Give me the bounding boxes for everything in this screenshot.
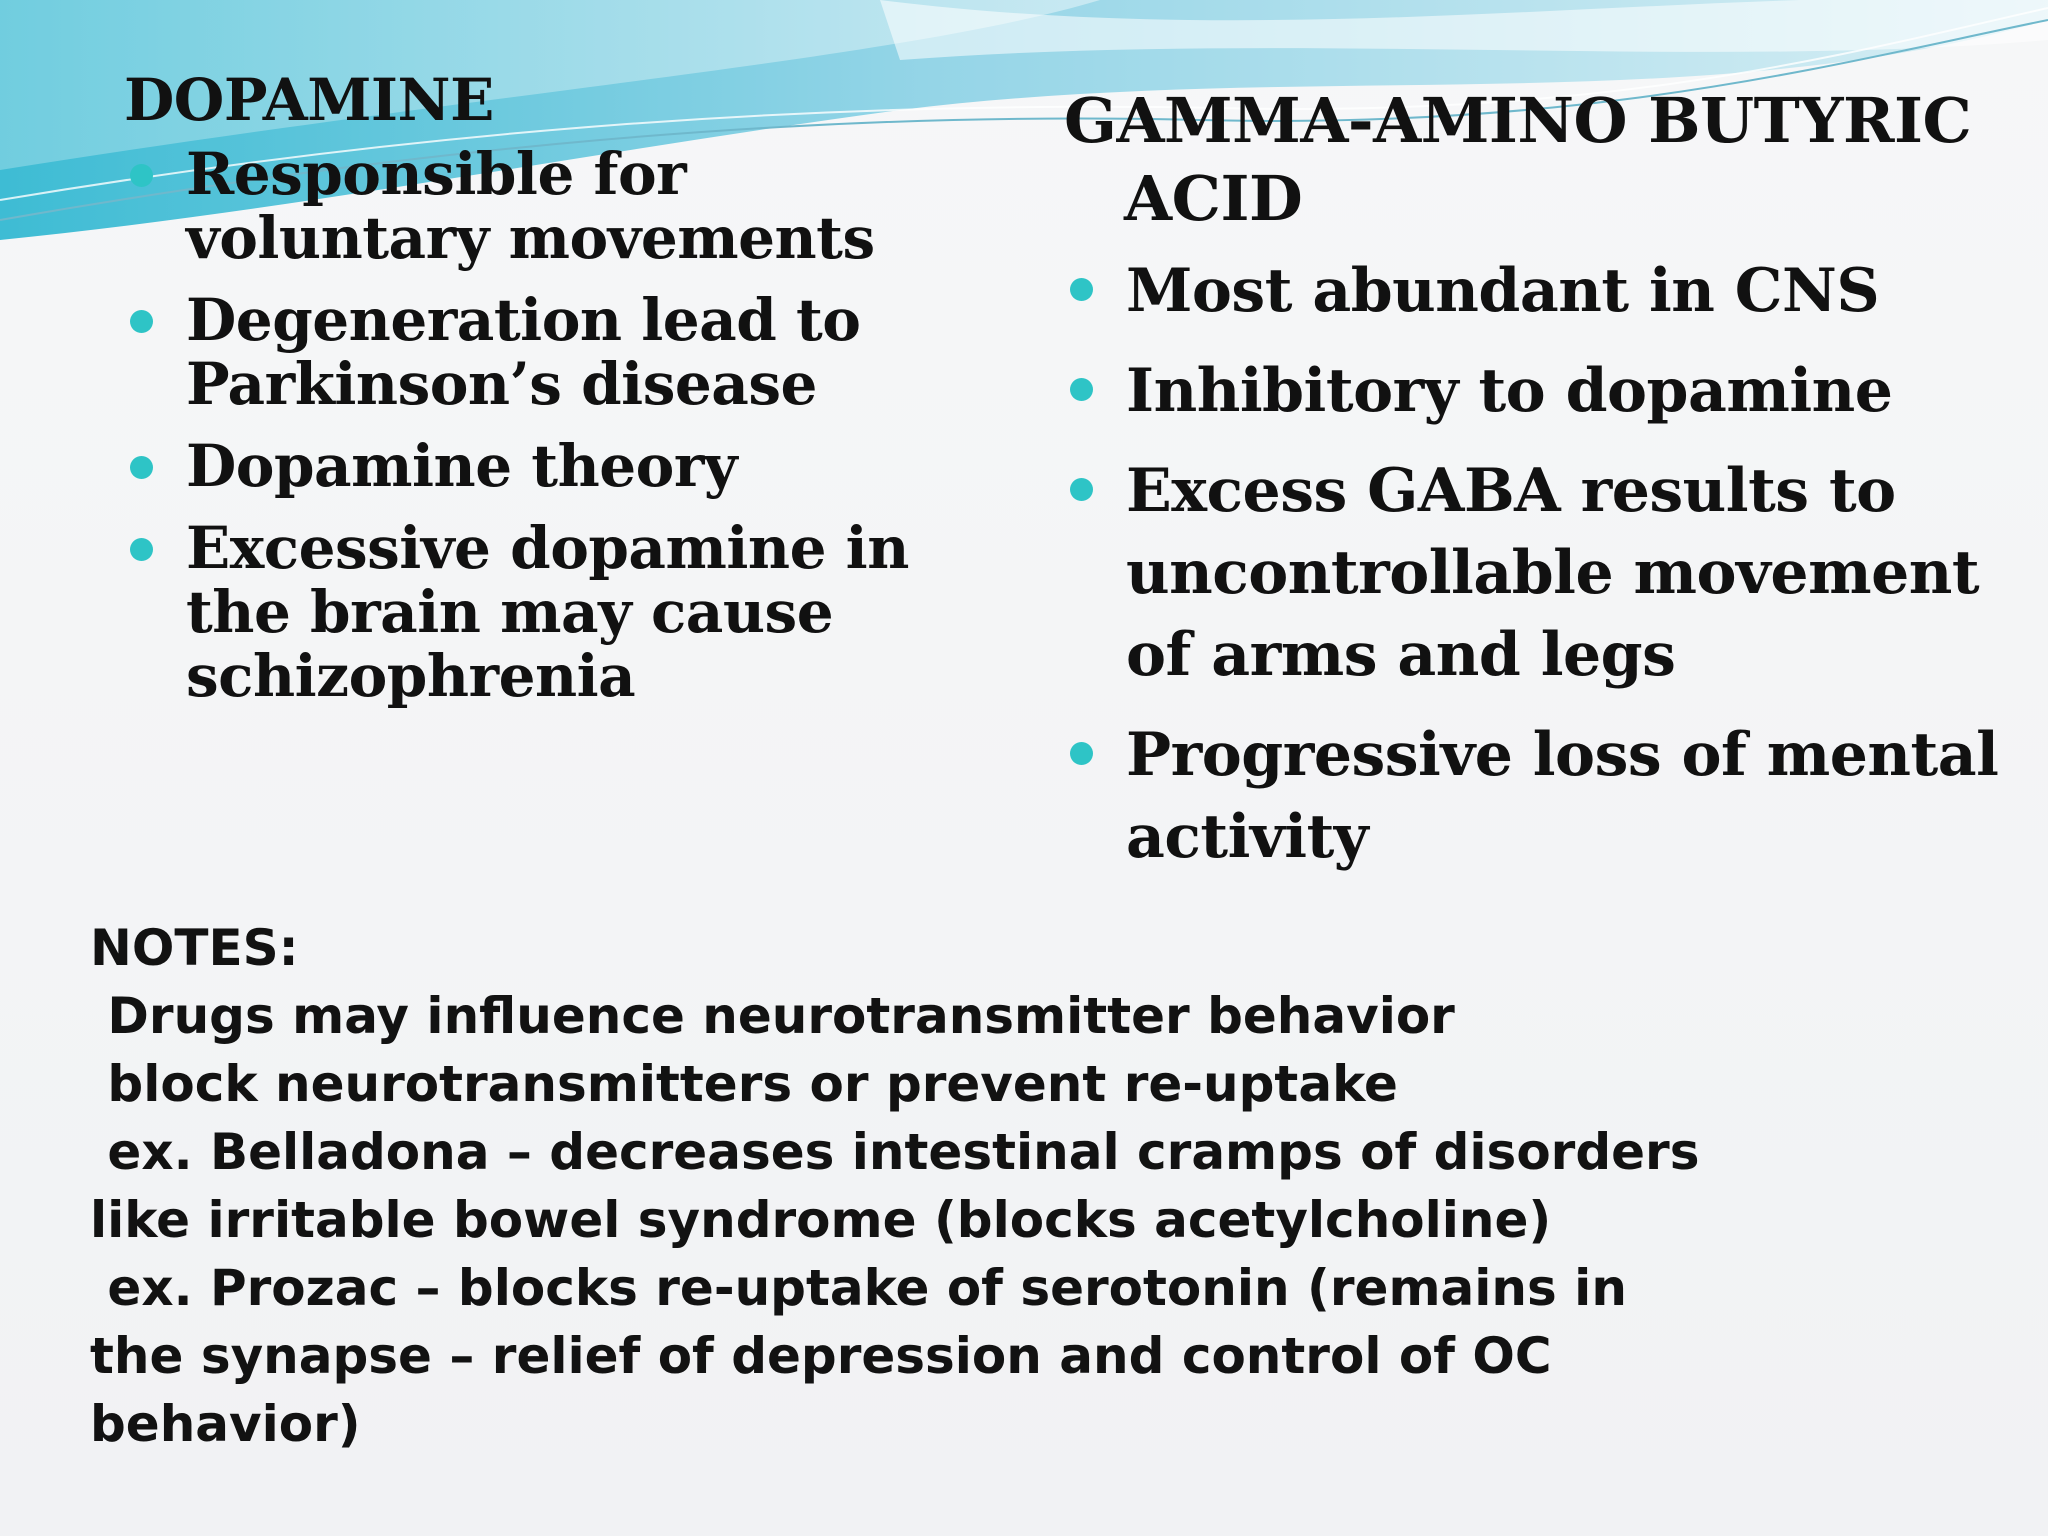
notes-line: behavior) [90, 1395, 361, 1453]
bullet-dot-icon [130, 164, 153, 187]
bullet-dot-icon [1070, 278, 1093, 301]
bullet-item [124, 288, 944, 416]
bullet-text: Excess GABA results to uncontrollable movement of arms and legs [1126, 456, 1980, 690]
notes-title: NOTES: [90, 919, 299, 977]
bullet-text: Progressive loss of mental activity [1126, 720, 1999, 872]
bullet-dot-icon [130, 538, 153, 561]
bullet-item [1064, 714, 2004, 878]
bullet-dot-icon [130, 310, 153, 333]
bullet-dot-icon [1070, 478, 1093, 501]
bullet-item [124, 434, 944, 498]
notes-line: ex. Belladona – decreases intestinal cramps of disorders [90, 1123, 1700, 1181]
bullet-text: Dopamine theory [186, 432, 738, 500]
bullet-dot-icon [1070, 378, 1093, 401]
notes-line: block neurotransmitters or prevent re-uptake [90, 1055, 1398, 1113]
bullet-item [1064, 350, 2004, 432]
notes-line: the synapse – relief of depression and control of OC [90, 1327, 1552, 1385]
notes-line: like irritable bowel syndrome (blocks acetylcholine) [90, 1191, 1552, 1249]
bullet-text: Responsible for voluntary movements [186, 140, 875, 272]
bullet-item [124, 516, 944, 708]
notes-line: ex. Prozac – blocks re-uptake of serotonin (remains in [90, 1259, 1627, 1317]
notes-line: Drugs may influence neurotransmitter behavior [90, 987, 1455, 1045]
notes-section [90, 914, 1990, 1458]
gaba-bullet-list [1064, 250, 2004, 878]
bullet-dot-icon [1070, 742, 1093, 765]
dopamine-heading: DOPAMINE [124, 66, 494, 134]
bullet-item [124, 142, 944, 270]
dopamine-column [124, 68, 944, 708]
bullet-text: Excessive dopamine in the brain may cause schizophrenia [186, 514, 909, 710]
bullet-text: Most abundant in CNS [1126, 256, 1880, 326]
gaba-heading: GAMMA-AMINO BUTYRIC ACID [1064, 84, 1972, 235]
bullet-text: Inhibitory to dopamine [1126, 356, 1893, 426]
bullet-dot-icon [130, 456, 153, 479]
bullet-text: Degeneration lead to Parkinson’s disease [186, 286, 861, 418]
bullet-item [1064, 450, 2004, 696]
gaba-column [1064, 82, 2004, 896]
dopamine-bullet-list [124, 142, 944, 708]
bullet-item [1064, 250, 2004, 332]
